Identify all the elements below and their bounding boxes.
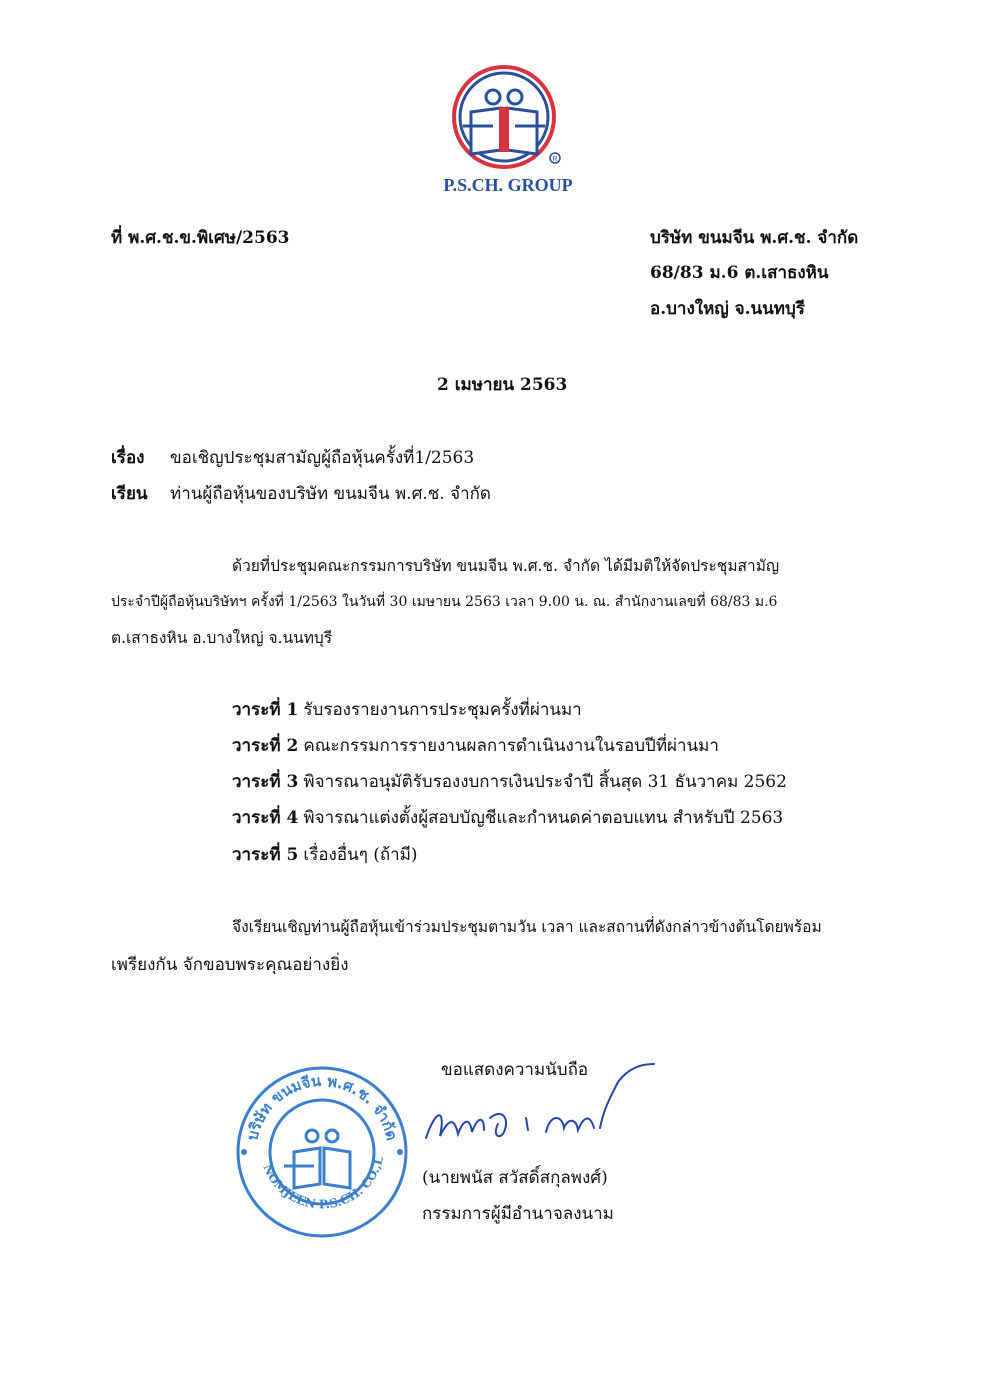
- reference-number: ที่ พ.ศ.ช.ข.พิเศษ/2563: [111, 228, 290, 248]
- agenda-label: วาระที่ 1: [232, 700, 299, 720]
- body-paragraph-2-line-2: เพรียงกัน จักขอบพระคุณอย่างยิ่ง: [111, 955, 349, 975]
- agenda-item: [232, 772, 787, 792]
- svg-text:R: R: [552, 156, 558, 163]
- agenda-item: [232, 845, 418, 865]
- svg-text:KHANOMJEEN P.S.CH. CO.,LTD.: NOMJEEN P.S.CH. CO.,L: [260, 1155, 386, 1212]
- agenda-text: เรื่องอื่นๆ (ถ้ามี): [303, 845, 418, 865]
- company-logo: [449, 64, 563, 178]
- agenda-label: วาระที่ 5: [232, 845, 299, 865]
- company-seal: [232, 1062, 412, 1242]
- company-name: บริษัท ขนมจีน พ.ศ.ช. จำกัด: [650, 228, 859, 248]
- agenda-text: คณะกรรมการรายงานผลการดำเนินงานในรอบปีที่ผ่านมา: [303, 736, 719, 756]
- agenda-item: [232, 700, 582, 720]
- letter-date: 2 เมษายน 2563: [437, 375, 568, 395]
- body-paragraph-1-line-1: ด้วยที่ประชุมคณะกรรมการบริษัท ขนมจีน พ.ศ.ช. จำกัด ได้มีมติให้จัดประชุมสามัญ: [232, 557, 780, 575]
- address-line-1: 68/83 ม.6 ต.เสาธงหิน: [650, 263, 829, 283]
- body-paragraph-1-line-2: ประจำปีผู้ถือหุ้นบริษัทฯ ครั้งที่ 1/2563 ในวันที่ 30 เมษายน 2563 เวลา 9.00 น. ณ. สำนักงานเลขที่ 68/83 ม.6: [111, 594, 778, 610]
- agenda-label: วาระที่ 4: [232, 808, 299, 828]
- signer-title: กรรมการผู้มีอำนาจลงนาม: [422, 1204, 614, 1224]
- signer-name: (นายพนัส สวัสดิ์สกุลพงศ์): [422, 1168, 608, 1188]
- svg-text:บริษัท ขนมจีน พ.ศ.ช. จำกัด: บริษัท ขนมจีน พ.ศ.ช. จำกัด: [243, 1071, 401, 1143]
- recipient-text: ท่านผู้ถือหุ้นของบริษัท ขนมจีน พ.ศ.ช. จำกัด: [170, 484, 491, 504]
- body-paragraph-2-line-1: จึงเรียนเชิญท่านผู้ถือหุ้นเข้าร่วมประชุมตามวัน เวลา และสถานที่ดังกล่าวข้างต้นโดยพร้อม: [232, 918, 822, 936]
- closing-text: ขอแสดงความนับถือ: [441, 1060, 589, 1080]
- agenda-text: รับรองรายงานการประชุมครั้งที่ผ่านมา: [303, 700, 582, 720]
- body-paragraph-1-line-3: ต.เสาธงหิน อ.บางใหญ่ จ.นนทบุรี: [111, 629, 333, 647]
- agenda-label: วาระที่ 2: [232, 736, 299, 756]
- signature: [418, 1058, 662, 1150]
- logo-text: P.S.CH. GROUP: [443, 175, 573, 195]
- recipient-label: เรียน: [111, 484, 148, 504]
- subject-label: เรื่อง: [111, 448, 145, 468]
- agenda-text: พิจารณาอนุมัติรับรองงบการเงินประจำปี สิ้นสุด 31 ธันวาคม 2562: [303, 772, 787, 792]
- subject-text: ขอเชิญประชุมสามัญผู้ถือหุ้นครั้งที่1/2563: [170, 448, 475, 468]
- agenda-text: พิจารณาแต่งตั้งผู้สอบบัญชีและกำหนดค่าตอบแทน สำหรับปี 2563: [303, 808, 784, 828]
- agenda-item: [232, 736, 719, 756]
- address-line-2: อ.บางใหญ่ จ.นนทบุรี: [650, 299, 805, 319]
- agenda-label: วาระที่ 3: [232, 772, 299, 792]
- agenda-item: [232, 808, 783, 828]
